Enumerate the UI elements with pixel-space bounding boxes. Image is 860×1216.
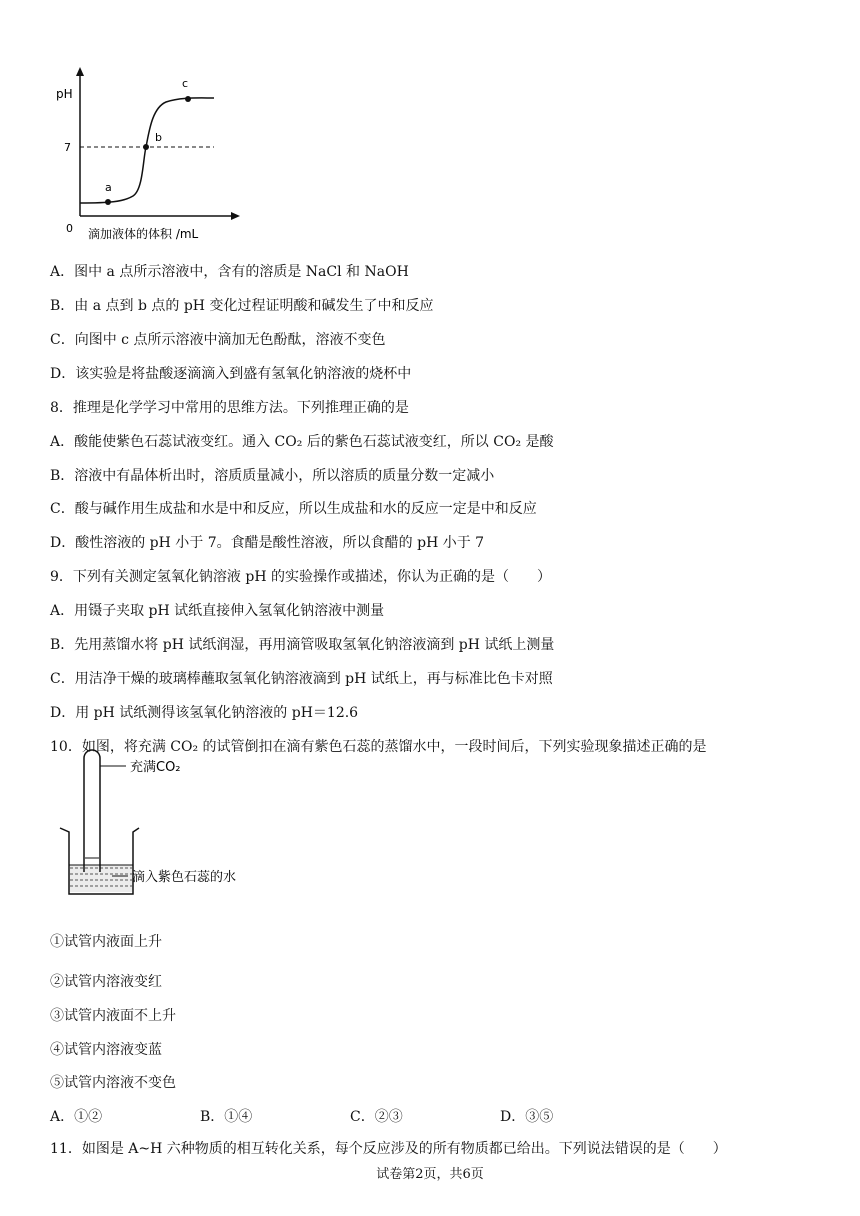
q7-option-d: D．该实验是将盐酸逐滴滴入到盛有氢氧化钠溶液的烧杯中 [50,366,412,382]
q10-item-2: ②试管内溶液变红 [50,974,162,990]
q10-choice-d: D．③⑤ [500,1109,554,1125]
label-tube: 充满CO₂ [130,760,181,775]
q10-item-4: ④试管内溶液变蓝 [50,1042,162,1058]
q8-option-c: C．酸与碱作用生成盐和水是中和反应，所以生成盐和水的反应一定是中和反应 [50,501,537,517]
page-footer: 试卷第2页，共6页 [376,1167,484,1182]
ph-curve-figure [48,64,248,244]
co2-tube-diagram [56,748,286,904]
point-a [105,199,111,205]
point-b-label: b [155,131,162,144]
point-a-label: a [105,181,112,194]
point-c [185,96,191,102]
q10-item-3: ③试管内液面不上升 [50,1008,176,1024]
q9-option-c: C．用洁净干燥的玻璃棒蘸取氢氧化钠溶液滴到 pH 试纸上，再与标准比色卡对照 [50,671,553,687]
q9-option-b: B．先用蒸馏水将 pH 试纸润湿，再用滴管吸取氢氧化钠溶液滴到 pH 试纸上测量 [50,637,555,653]
q7-option-c: C．向图中 c 点所示溶液中滴加无色酚酞，溶液不变色 [50,332,386,348]
q11-stem: 11．如图是 A~H 六种物质的相互转化关系，每个反应涉及的所有物质都已给出。下列说法错误的是（ ） [50,1141,727,1157]
q10-item-5: ⑤试管内溶液不变色 [50,1075,176,1091]
y-tick-7: 7 [64,141,71,154]
q8-option-a: A．酸能使紫色石蕊试液变红。通入 CO₂ 后的紫色石蕊试液变红，所以 CO₂ 是酸 [50,434,554,450]
y-axis-arrow [76,67,84,76]
test-tube [84,750,100,872]
y-axis-label: pH [56,87,73,101]
x-axis-label: 滴加液体的体积 /mL [88,227,199,241]
q10-choices [50,1106,810,1128]
titration-curve [80,98,214,203]
point-b [143,144,149,150]
q7-option-a: A．图中 a 点所示溶液中，含有的溶质是 NaCl 和 NaOH [50,264,409,280]
co2-tube-figure [56,748,286,904]
x-axis-arrow [231,212,240,220]
label-water: 滴入紫色石蕊的水 [132,870,237,885]
q8-stem: 8．推理是化学学习中常用的思维方法。下列推理正确的是 [50,400,409,416]
point-c-label: c [182,77,189,90]
q10-choice-c: C．②③ [350,1109,403,1125]
q10-choice-a: A．①② [50,1109,103,1125]
q7-option-b: B．由 a 点到 b 点的 pH 变化过程证明酸和碱发生了中和反应 [50,298,434,314]
q8-option-b: B．溶液中有晶体析出时，溶质质量减小，所以溶质的质量分数一定减小 [50,468,495,484]
ph-curve-chart [48,64,248,244]
q10-stem: 10．如图，将充满 CO₂ 的试管倒扣在滴有紫色石蕊的蒸馏水中，一段时间后，下列实验现象描述正确的是 [50,739,707,755]
q10-item-1: ①试管内液面上升 [50,934,162,950]
q9-stem: 9．下列有关测定氢氧化钠溶液 pH 的实验操作或描述，你认为正确的是（ ） [50,569,551,585]
q9-option-a: A．用镊子夹取 pH 试纸直接伸入氢氧化钠溶液中测量 [50,603,385,619]
origin-label: 0 [66,222,73,235]
q8-option-d: D．酸性溶液的 pH 小于 7。食醋是酸性溶液，所以食醋的 pH 小于 7 [50,535,485,551]
water [69,865,133,892]
q10-choice-b: B．①④ [200,1109,253,1125]
q9-option-d: D．用 pH 试纸测得该氢氧化钠溶液的 pH＝12.6 [50,705,359,721]
